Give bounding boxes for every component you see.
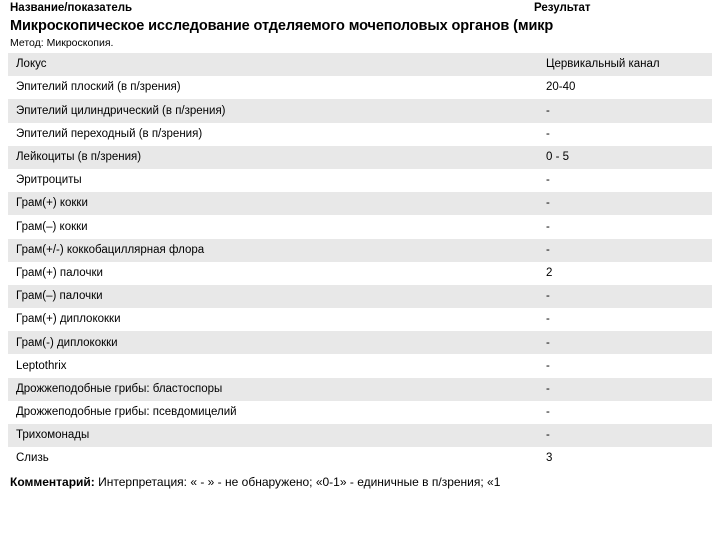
row-locus: Грам(+/-) коккобациллярная флора [8,239,538,262]
row-value: 3 [538,447,712,470]
table-row [8,378,712,401]
page-title: Микроскопическое исследование отделяемого мочеполовых органов (микр [10,18,554,34]
column-header-name: Название/показатель [10,2,133,14]
table-header-value: Цервикальный канал [538,53,712,76]
row-locus: Слизь [8,447,538,470]
row-locus: Leptothrix [8,354,538,377]
table-row [8,308,712,331]
table-row [8,99,712,122]
row-value: - [538,169,712,192]
table-row [8,215,712,238]
row-locus: Грам(+) кокки [8,192,538,215]
results-table [8,53,712,470]
row-locus: Дрожжеподобные грибы: бластоспоры [8,378,538,401]
row-value: 0 - 5 [538,146,712,169]
table-row [8,447,712,470]
table-row [8,424,712,447]
row-locus: Эпителий цилиндрический (в п/зрения) [8,99,538,122]
table-row [8,76,712,99]
method-line [10,37,712,49]
row-locus: Грам(–) кокки [8,215,538,238]
comment-text: Интерпретация: « - » - не обнаружено; «0-1» - единичные в п/зрения; «1 [94,475,501,490]
row-value: - [538,378,712,401]
row-locus: Эпителий плоский (в п/зрения) [8,76,538,99]
row-locus: Эпителий переходный (в п/зрения) [8,123,538,146]
row-value: - [538,239,712,262]
table-row [8,146,712,169]
row-locus: Трихомонады [8,424,538,447]
row-value: - [538,401,712,424]
table-header-row [8,53,712,76]
row-value: 2 [538,262,712,285]
column-headers [8,0,712,14]
table-header-locus: Локус [8,53,538,76]
row-value: - [538,285,712,308]
method-label: Метод: [10,37,44,49]
row-locus: Эритроциты [8,169,538,192]
column-header-result: Результат [534,2,591,14]
row-locus: Грам(-) диплококки [8,331,538,354]
table-row [8,169,712,192]
row-locus: Грам(–) палочки [8,285,538,308]
table-row [8,285,712,308]
row-locus: Грам(+) диплококки [8,308,538,331]
row-value: - [538,192,712,215]
row-value: - [538,123,712,146]
comment-label: Комментарий: [10,475,95,490]
table-row [8,354,712,377]
row-locus: Дрожжеподобные грибы: псевдомицелий [8,401,538,424]
table-row [8,239,712,262]
row-value: - [538,354,712,377]
table-row [8,262,712,285]
row-locus: Лейкоциты (в п/зрения) [8,146,538,169]
row-value: - [538,331,712,354]
row-value: - [538,308,712,331]
row-value: - [538,99,712,122]
row-value: 20-40 [538,76,712,99]
row-locus: Грам(+) палочки [8,262,538,285]
comment-line [8,475,712,490]
row-value: - [538,424,712,447]
table-row [8,331,712,354]
table-row [8,192,712,215]
method-value: Микроскопия. [46,37,114,49]
row-value: - [538,215,712,238]
table-row [8,401,712,424]
table-row [8,123,712,146]
